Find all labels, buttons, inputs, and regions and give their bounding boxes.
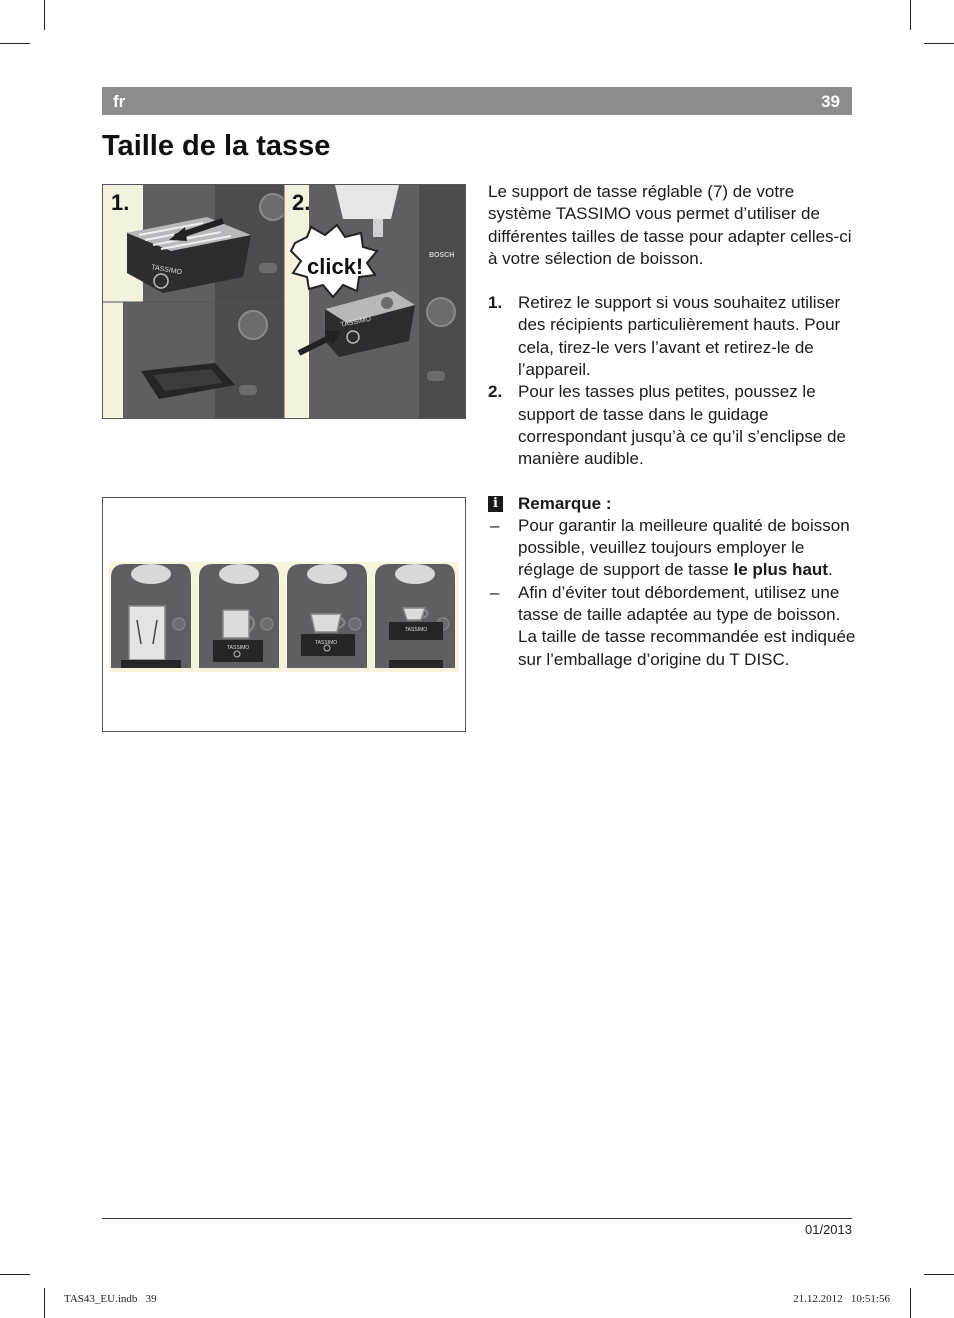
page-header-bar [102, 87, 852, 115]
page-title: Taille de la tasse [102, 130, 331, 162]
footer-divider [102, 1218, 852, 1219]
dash-bullet: – [490, 582, 500, 602]
brand-label: TASSIMO [150, 264, 183, 277]
crop-mark [924, 1274, 954, 1275]
machine-medium-cup [287, 564, 367, 668]
machine-large-mug [199, 564, 279, 668]
note-text: Afin d’éviter tout débordement, utilisez une tasse de taille adaptée au type de boisson. La taille de tasse recommandée est indiquée sur l’emballage d’origine du T DISC. [518, 582, 856, 669]
figure-cup-sizes [102, 497, 466, 732]
crop-mark [44, 0, 45, 30]
step-item [488, 381, 860, 470]
click-label: click! [307, 254, 364, 279]
brand-label: TASSIMO [315, 640, 338, 646]
cup-support-illustration [103, 185, 465, 418]
panel-insert-support [284, 185, 465, 418]
crop-mark [910, 0, 911, 30]
footer-date: 01/2013 [805, 1222, 852, 1237]
note-text: . [827, 560, 833, 580]
note-title: Remarque : [518, 493, 612, 513]
crop-mark [924, 43, 954, 44]
brand-label: TASSIMO [339, 315, 372, 329]
step-number: 2. [488, 382, 503, 402]
brand-label: TASSIMO [405, 627, 428, 633]
dash-bullet: – [490, 515, 500, 535]
machine-espresso-cup [375, 564, 455, 668]
brand-logo-label: BOSCH [429, 252, 455, 259]
figure-step-label: 2. [292, 190, 311, 215]
page-number: 39 [821, 92, 840, 111]
crop-mark [910, 1288, 911, 1318]
panel-empty-tray [103, 302, 284, 418]
instructions-column [488, 181, 860, 671]
figure-step-label: 1. [111, 190, 130, 215]
brand-label: TASSIMO [227, 645, 250, 651]
note-item [488, 582, 860, 671]
info-icon: i [488, 496, 503, 512]
print-slug-timestamp: 21.12.2012 10:51:56 [793, 1293, 890, 1305]
crop-mark [0, 1274, 30, 1275]
panel-remove-support [103, 185, 286, 302]
step-number: 1. [488, 293, 503, 313]
crop-mark [44, 1288, 45, 1318]
note-text: Pour garantir la meilleure qualité de boisson possible, veuillez toujours employer le réglage de support de tasse [518, 515, 850, 580]
step-text: Pour les tasses plus petites, poussez le support de tasse dans le guidage correspondant jusqu’à ce qu’il s’enclipse de manière audible. [518, 382, 846, 469]
cup-sizes-illustration [103, 498, 465, 731]
print-slug-file: TAS43_EU.indb 39 [64, 1293, 157, 1305]
language-code: fr [113, 92, 126, 111]
note-text-bold: le plus haut [733, 560, 828, 580]
note-heading [488, 493, 860, 515]
step-text: Retirez le support si vous souhaitez utiliser des récipients particulièrement hauts. Pour cela, tirez-le vers l’avant et retirez-le de l’appareil. [518, 293, 841, 380]
machine-tall-glass [111, 564, 191, 668]
figure-cup-support-steps [102, 184, 466, 419]
intro-paragraph: Le support de tasse réglable (7) de votre système TASSIMO vous permet d’utiliser de différentes tailles de tasse pour adapter celles-ci à votre sélection de boisson. [488, 182, 852, 268]
note-item [488, 515, 860, 582]
crop-mark [0, 43, 30, 44]
step-item [488, 292, 860, 381]
